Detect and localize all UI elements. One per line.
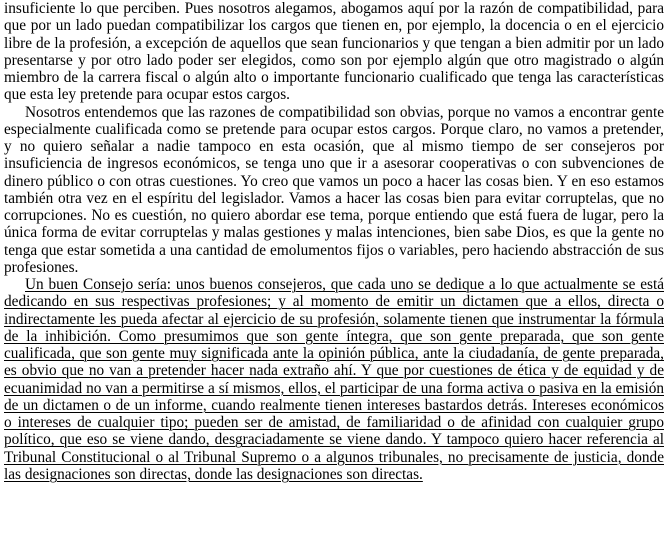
paragraph-1: insuficiente lo que perciben. Pues nosotros alegamos, abogamos aquí por la razón de compatibilidad, para que por un lado puedan compatibilizar los cargos que tienen en, por ejemplo, la docencia o en el ejercicio libre de la profesión, a excepción de aquellos que sean funcionarios y que tengan a bien admitir por un lado presentarse y por otro lado poder ser elegidos, como son por ejemplo algún que otro magistrado o algún miembro de la carrera fiscal o algún alto o importante funcionario cualificado que tenga las características que esta ley pretende para ocupar estos cargos.: [4, 0, 664, 104]
paragraph-2: Nosotros entendemos que las razones de compatibilidad son obvias, porque no vamos a encontrar gente especialmente cualificada como se pretende para ocupar estos cargos. Porque claro, no vamos a pretender, y no quiero señalar a nadie tampoco en esta ocasión, que al mismo tiempo de ser consejeros por insuficiencia de ingresos económicos, se tenga uno que ir a asesorar cooperativas o con subvenciones de dinero público o con otras cuestiones. Yo creo que vamos un poco a hacer las cosas bien. Y en eso estamos también otra vez en el espíritu del legislador. Vamos a hacer las cosas bien para evitar corruptelas, que no corrupciones. No es cuestión, no quiero abordar ese tema, porque entiendo que está fuera de lugar, pero la única forma de evitar corruptelas y malas gestiones y malas intenciones, bien sabe Dios, es que la gente no tenga que estar sometida a una cantidad de emolumentos fijos o variables, pero haciendo abstracción de sus profesiones.: [4, 103, 664, 276]
paragraph-3-underlined: Un buen Consejo sería: unos buenos consejeros, que cada uno se dedique a lo que actualmente se está dedicando en sus respectivas profesiones; y al momento de emitir un dictamen que a ellos, directa o indirectamente les pueda afectar al ejercicio de su profesión, solamente tienen que instrumentar la fórmula de la inhibición. Como presumimos que son gente íntegra, que son gente preparada, que son gente cualificada, que son gente muy significada ante la opinión pública, ante la ciudadanía, de gente preparada, es obvio que no van a pretender hacer nada extraño ahí. Y que por cuestiones de ética y de equidad y de ecuanimidad no van a permitirse a sí mismos, ellos, el participar de una forma activa o pasiva en la emisión de un dictamen o de un informe, cuando realmente tienen intereses bastardos detrás. Intereses económicos o intereses de cualquier tipo; pueden ser de amistad, de familiaridad o de afinidad con cualquier grupo político, que eso se viene dando, desgraciadamente se viene dando. Y tampoco quiero hacer referencia al Tribunal Constitucional o al Tribunal Supremo o a algunos tribunales, no precisamente de justicia, donde las designaciones son directas, donde las designaciones son directas.: [4, 276, 664, 483]
document-body: [4, 0, 664, 483]
